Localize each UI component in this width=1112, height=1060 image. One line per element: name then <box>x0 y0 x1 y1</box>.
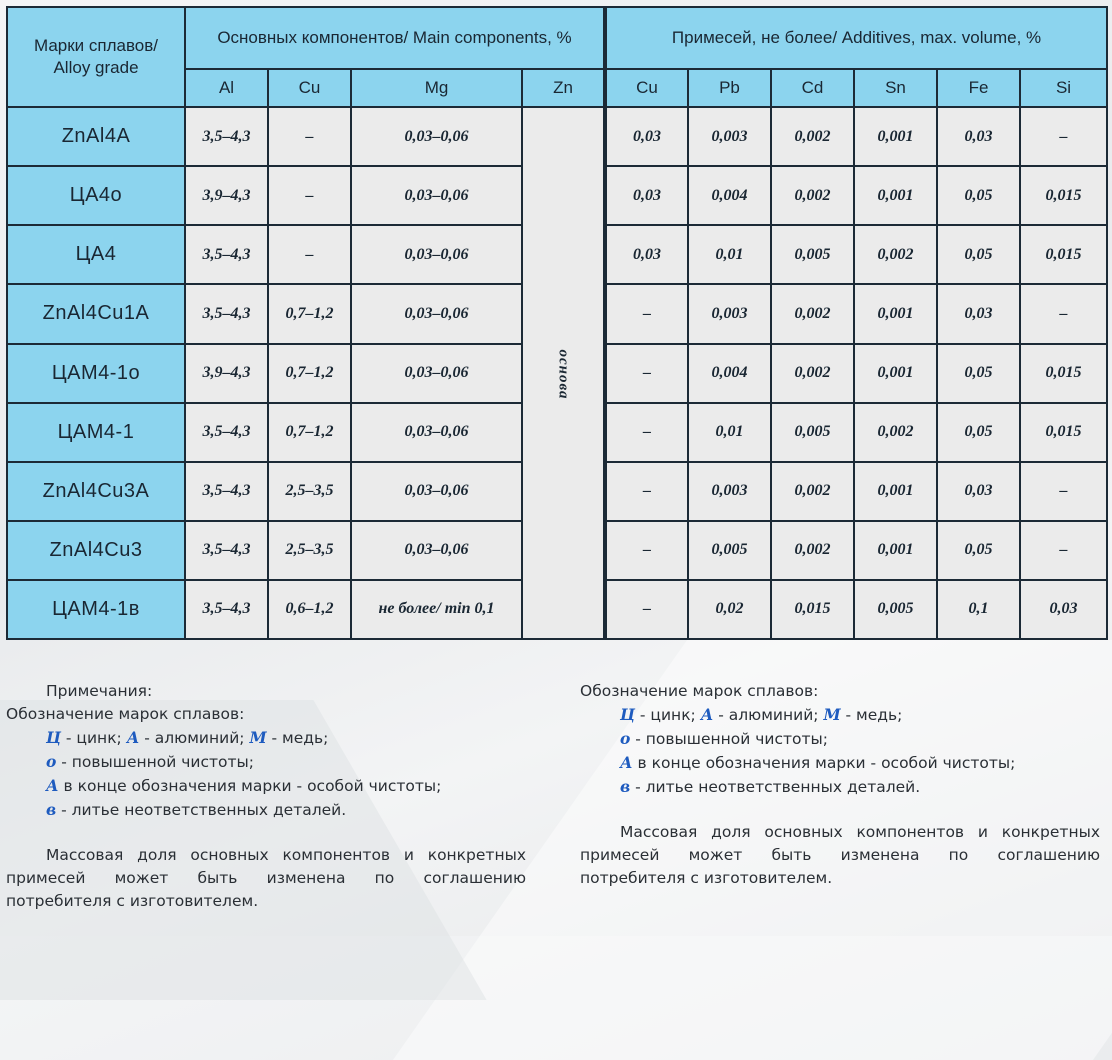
value-cell: 0,01 <box>688 403 771 462</box>
legend-line-4: в - литье неответственных деталей. <box>620 777 921 796</box>
value-cell: – <box>268 166 351 225</box>
subheader-cell: Cd <box>771 69 854 107</box>
value-cell: 0,002 <box>854 403 937 462</box>
value-cell: 0,1 <box>937 580 1020 639</box>
alloy-grade-cell: ZnAl4Cu3 <box>7 521 185 580</box>
alloy-grade-cell: ЦА4о <box>7 166 185 225</box>
legend-title: Обозначение марок сплавов: <box>580 682 819 700</box>
value-cell: не более/ min 0,1 <box>351 580 522 639</box>
value-cell: 0,015 <box>771 580 854 639</box>
value-cell: 2,5–3,5 <box>268 462 351 521</box>
value-cell: – <box>1020 284 1107 343</box>
value-cell: 3,5–4,3 <box>185 107 268 166</box>
value-cell: 0,03–0,06 <box>351 166 522 225</box>
alloy-grade-cell: ЦАМ4-1о <box>7 344 185 403</box>
value-cell: 0,015 <box>1020 225 1107 284</box>
value-cell: – <box>605 521 688 580</box>
value-cell: 0,001 <box>854 107 937 166</box>
value-cell: – <box>268 225 351 284</box>
value-cell: 0,05 <box>937 403 1020 462</box>
header-main-components: Основных компонентов/ Main components, % <box>185 7 605 69</box>
value-cell: 0,7–1,2 <box>268 344 351 403</box>
value-cell: 0,03 <box>605 166 688 225</box>
value-cell: 0,03 <box>605 225 688 284</box>
value-cell: 0,001 <box>854 521 937 580</box>
subheader-cell: Zn <box>522 69 605 107</box>
value-cell: 0,005 <box>771 403 854 462</box>
value-cell: 3,5–4,3 <box>185 521 268 580</box>
subheader-cell: Pb <box>688 69 771 107</box>
legend-title: Обозначение марок сплавов: <box>6 705 245 723</box>
value-cell: 0,6–1,2 <box>268 580 351 639</box>
zn-base-cell <box>522 107 605 639</box>
value-cell: 0,005 <box>688 521 771 580</box>
zn-base-label: основа <box>555 349 572 400</box>
alloy-composition-table <box>6 6 1108 640</box>
value-cell: 0,05 <box>937 521 1020 580</box>
subheader-cell: Mg <box>351 69 522 107</box>
value-cell: 0,003 <box>688 284 771 343</box>
value-cell: – <box>1020 521 1107 580</box>
value-cell: 0,02 <box>688 580 771 639</box>
value-cell: 0,015 <box>1020 166 1107 225</box>
value-cell: 0,05 <box>937 225 1020 284</box>
alloy-grade-cell: ЦАМ4-1 <box>7 403 185 462</box>
value-cell: 0,001 <box>854 344 937 403</box>
value-cell: 0,03 <box>937 107 1020 166</box>
note-paragraph: Массовая доля основных компонентов и конкретных примесей может быть изменена по соглашению потребителя с изготовителем. <box>6 846 526 910</box>
subheader-cell: Fe <box>937 69 1020 107</box>
notes-right <box>580 680 1100 890</box>
value-cell: – <box>605 284 688 343</box>
subheader-cell: Cu <box>605 69 688 107</box>
value-cell: 0,004 <box>688 344 771 403</box>
value-cell: – <box>1020 462 1107 521</box>
value-cell: 3,5–4,3 <box>185 284 268 343</box>
value-cell: 0,005 <box>854 580 937 639</box>
notes-left <box>6 680 526 913</box>
value-cell: – <box>605 462 688 521</box>
header-additives: Примесей, не более/ Additives, max. volume, % <box>605 7 1107 69</box>
value-cell: 0,03 <box>937 462 1020 521</box>
value-cell: – <box>605 344 688 403</box>
alloy-grade-cell: ZnAl4Cu3A <box>7 462 185 521</box>
value-cell: 0,001 <box>854 462 937 521</box>
legend-line-1: Ц - цинк; А - алюминий; М - медь; <box>620 705 903 724</box>
alloy-grade-cell: ЦА4 <box>7 225 185 284</box>
value-cell: 0,05 <box>937 166 1020 225</box>
legend-line-1: Ц - цинк; А - алюминий; М - медь; <box>46 728 329 747</box>
value-cell: 3,9–4,3 <box>185 344 268 403</box>
value-cell: 0,015 <box>1020 403 1107 462</box>
alloy-grade-cell: ZnAl4A <box>7 107 185 166</box>
value-cell: 0,03 <box>605 107 688 166</box>
value-cell: 0,7–1,2 <box>268 284 351 343</box>
legend-line-2: о - повышенной чистоты; <box>46 752 255 771</box>
legend-line-3: А в конце обозначения марки - особой чистоты; <box>620 753 1016 772</box>
value-cell: 0,003 <box>688 462 771 521</box>
value-cell: 3,9–4,3 <box>185 166 268 225</box>
header-alloy-grade: Марки сплавов/ Alloy grade <box>7 7 185 107</box>
alloy-grade-cell: ZnAl4Cu1A <box>7 284 185 343</box>
legend-line-3: А в конце обозначения марки - особой чистоты; <box>46 776 442 795</box>
alloy-grade-cell: ЦАМ4-1в <box>7 580 185 639</box>
value-cell: 0,004 <box>688 166 771 225</box>
subheader-cell: Al <box>185 69 268 107</box>
value-cell: 0,001 <box>854 166 937 225</box>
value-cell: 3,5–4,3 <box>185 225 268 284</box>
subheader-cell: Si <box>1020 69 1107 107</box>
notes-title: Примечания: <box>46 682 153 700</box>
value-cell: 0,03–0,06 <box>351 521 522 580</box>
value-cell: 2,5–3,5 <box>268 521 351 580</box>
value-cell: – <box>605 580 688 639</box>
value-cell: 0,002 <box>771 284 854 343</box>
value-cell: 0,03–0,06 <box>351 403 522 462</box>
legend-line-2: о - повышенной чистоты; <box>620 729 829 748</box>
value-cell: 0,7–1,2 <box>268 403 351 462</box>
value-cell: 0,002 <box>771 166 854 225</box>
note-paragraph: Массовая доля основных компонентов и конкретных примесей может быть изменена по соглашению потребителя с изготовителем. <box>580 823 1100 887</box>
value-cell: – <box>268 107 351 166</box>
legend-line-4: в - литье неответственных деталей. <box>46 800 347 819</box>
value-cell: 0,002 <box>771 107 854 166</box>
value-cell: 3,5–4,3 <box>185 462 268 521</box>
subheader-cell: Cu <box>268 69 351 107</box>
value-cell: 0,05 <box>937 344 1020 403</box>
value-cell: 3,5–4,3 <box>185 403 268 462</box>
value-cell: 3,5–4,3 <box>185 580 268 639</box>
value-cell: 0,03–0,06 <box>351 284 522 343</box>
value-cell: 0,03–0,06 <box>351 225 522 284</box>
value-cell: 0,002 <box>771 462 854 521</box>
value-cell: 0,03–0,06 <box>351 462 522 521</box>
value-cell: 0,01 <box>688 225 771 284</box>
value-cell: 0,002 <box>854 225 937 284</box>
value-cell: – <box>605 403 688 462</box>
value-cell: – <box>1020 107 1107 166</box>
value-cell: 0,015 <box>1020 344 1107 403</box>
value-cell: 0,002 <box>771 521 854 580</box>
value-cell: 0,03 <box>1020 580 1107 639</box>
value-cell: 0,002 <box>771 344 854 403</box>
value-cell: 0,005 <box>771 225 854 284</box>
table-row <box>7 107 1107 166</box>
value-cell: 0,03 <box>937 284 1020 343</box>
value-cell: 0,003 <box>688 107 771 166</box>
subheader-cell: Sn <box>854 69 937 107</box>
value-cell: 0,03–0,06 <box>351 107 522 166</box>
value-cell: 0,001 <box>854 284 937 343</box>
value-cell: 0,03–0,06 <box>351 344 522 403</box>
